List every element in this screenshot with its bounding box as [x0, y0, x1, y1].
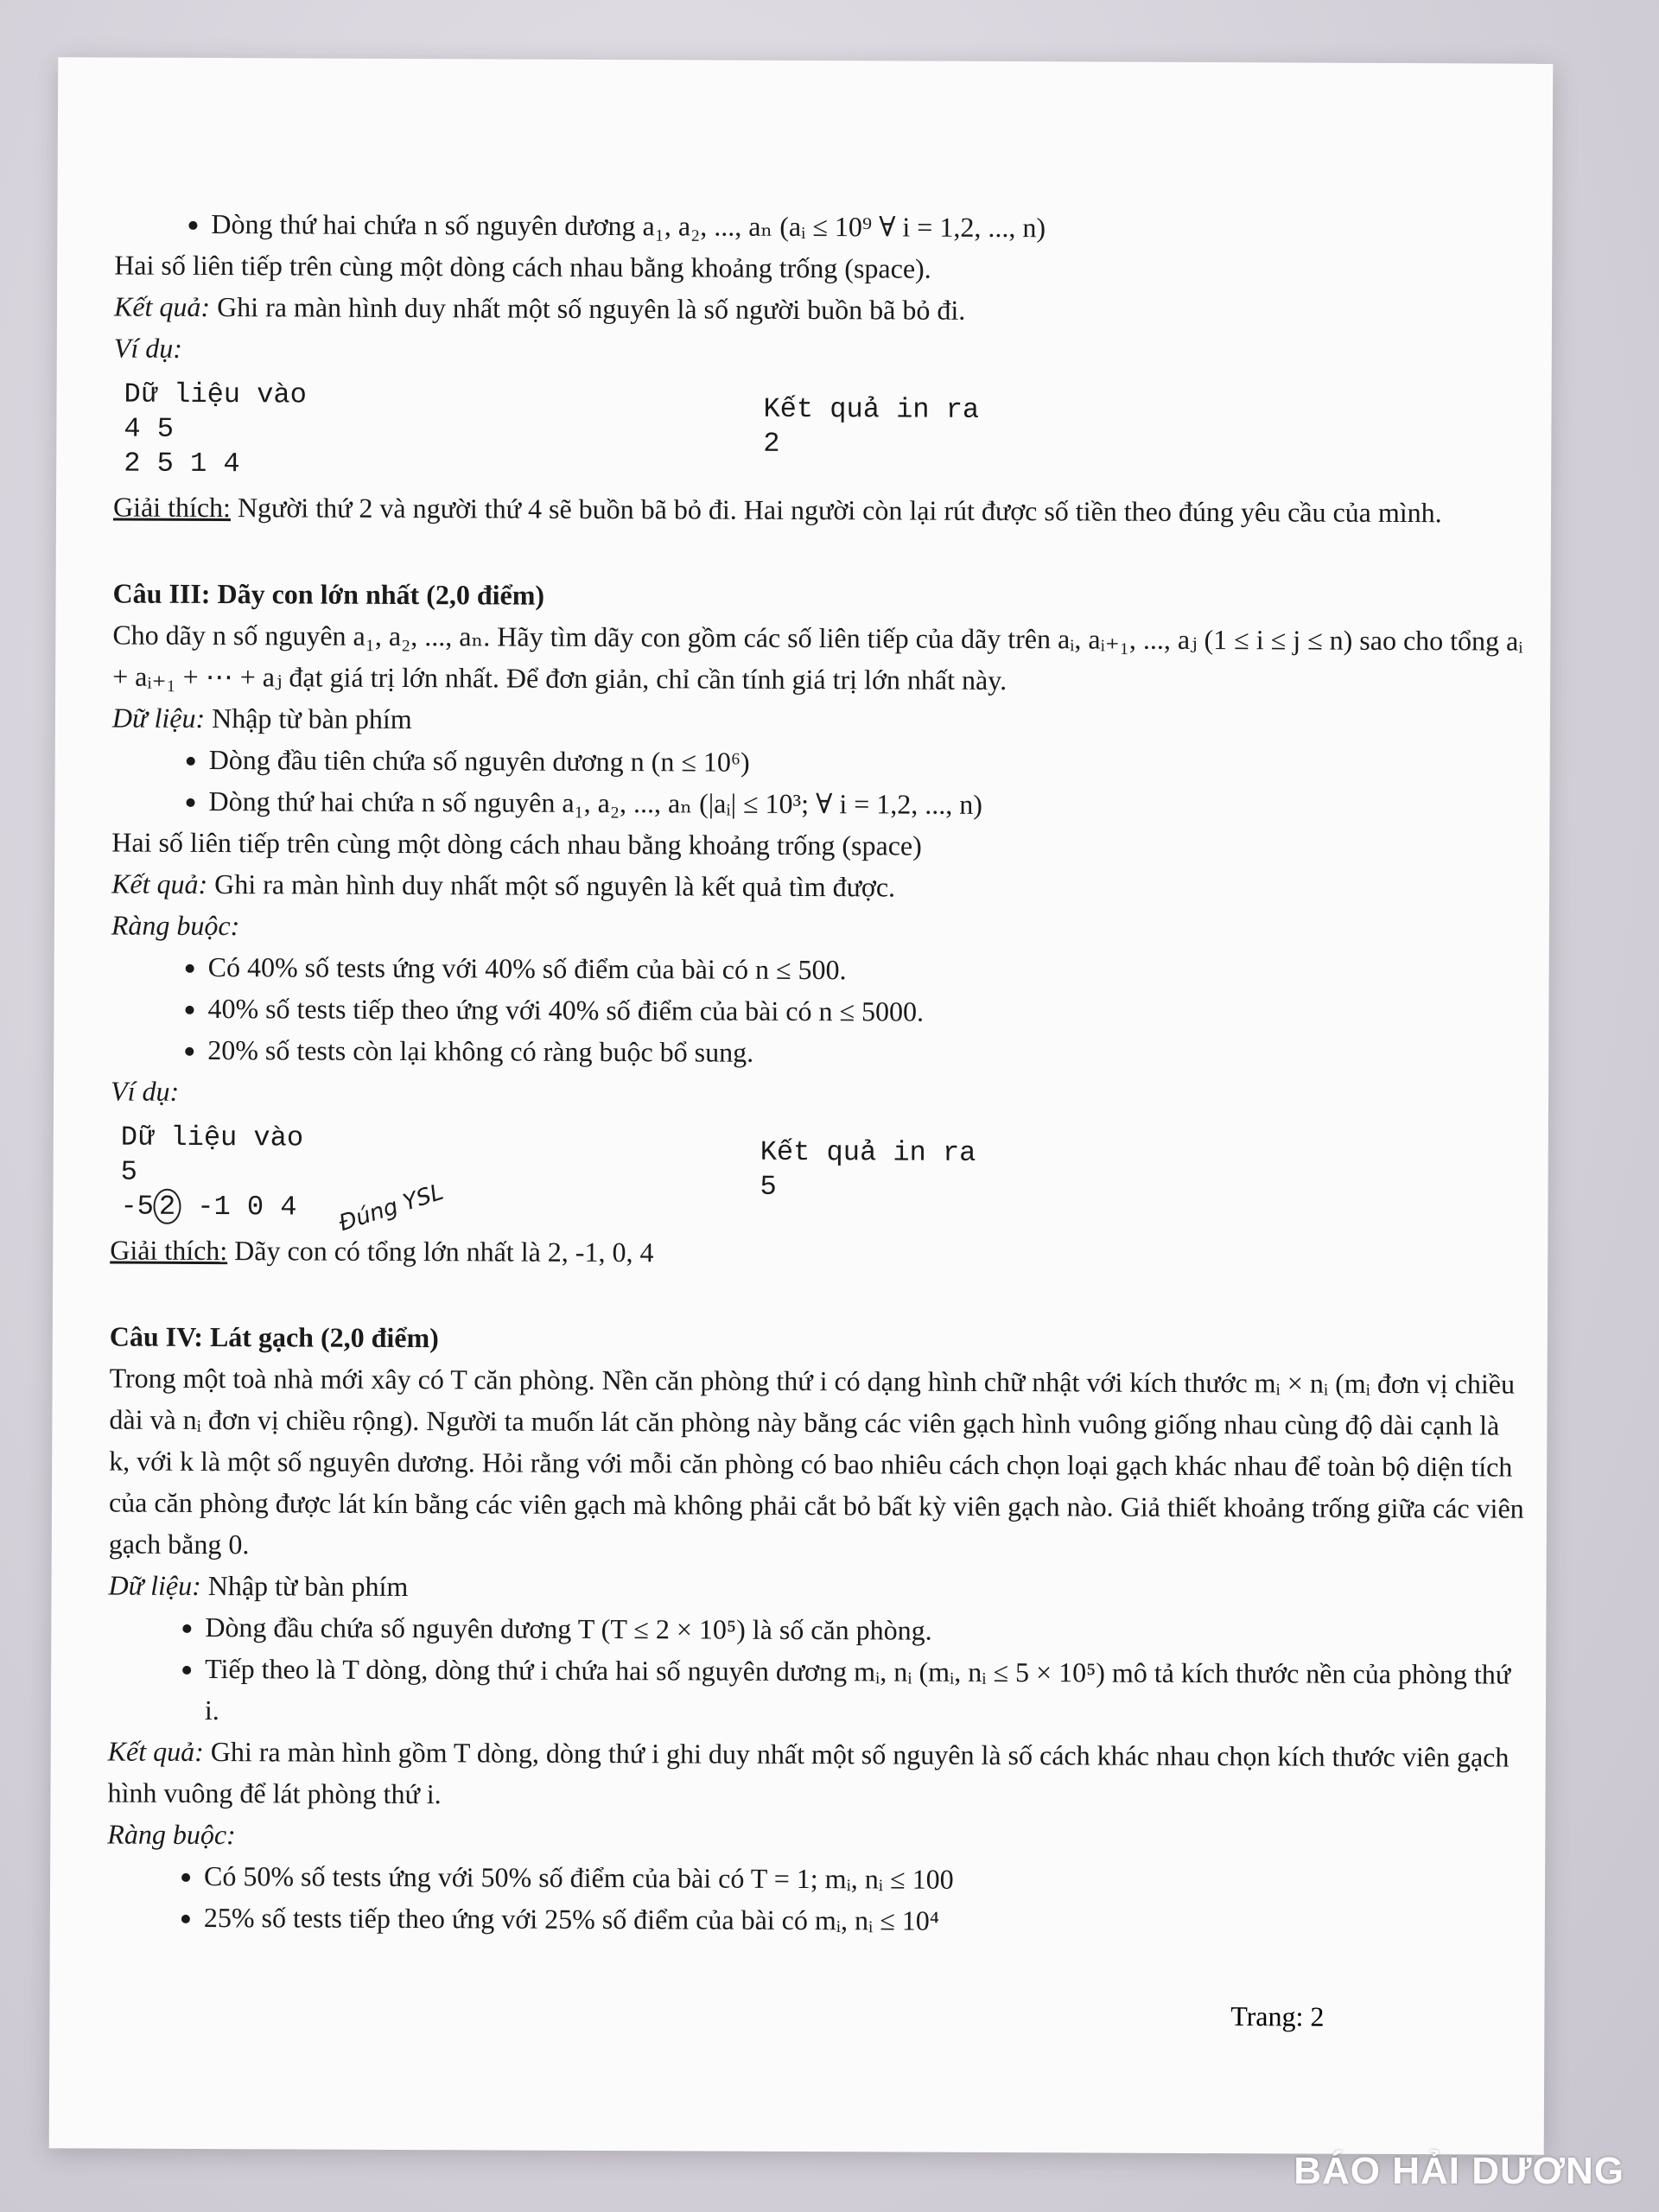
sec2-example-label: Ví dụ: — [113, 332, 182, 364]
sec2-explain — [113, 486, 1530, 534]
sec2-example-input — [124, 378, 764, 484]
sec3-example-input — [120, 1121, 760, 1237]
sec3-example — [120, 1121, 1528, 1237]
sec2-result-text: Ghi ra màn hình duy nhất một số nguyên là số người buồn bã bỏ đi. — [217, 291, 966, 326]
sec4-constraint-list — [107, 1855, 1524, 1944]
sec3-separator: Hai số liên tiếp trên cùng một dòng cách nhau bằng khoảng trống (space) — [111, 826, 922, 861]
sec3-bullet2: • Dòng thứ hai chứa n số nguyên a₁, a₂, ..., aₙ (|aᵢ| ≤ 10³; ∀ i = 1,2, ..., n) — [208, 780, 1529, 828]
exam-page — [49, 57, 1554, 2155]
sec2-input-header: Dữ liệu vào — [124, 378, 307, 411]
sec3-constraint-list — [111, 946, 1529, 1077]
sec2-bullet-line2: • Dòng thứ hai chứa n số nguyên dương a₁, a₂, ..., aₙ (aᵢ ≤ 10⁹ ∀ i = 1,2, ..., n) — [211, 203, 1531, 251]
sec3-example-label: Ví dụ: — [110, 1075, 180, 1107]
sec2-example-output — [763, 380, 979, 485]
sec3-explain — [110, 1230, 1527, 1277]
watermark-logo: BÁO HẢI DƯƠNG — [1294, 2150, 1624, 2192]
sec2-output-line1: 2 — [763, 427, 780, 460]
page-number: Trang: 2 — [1230, 2000, 1325, 2032]
sec4-data — [108, 1565, 1525, 1612]
sec2-input-line2: 2 5 1 4 — [124, 447, 240, 480]
handwritten-note: Đúng YSL — [336, 1179, 448, 1237]
sec3-input-list — [111, 739, 1529, 828]
sec3-constraint-label: Ràng buộc: — [111, 909, 240, 942]
sec2-result — [114, 286, 1531, 334]
sec4-result-label: Kết quả: — [107, 1735, 204, 1767]
sec3-data-label: Dữ liệu: — [111, 702, 206, 734]
sec2-result-label: Kết quả: — [113, 290, 211, 323]
sec2-explain-label: Giải thích: — [112, 491, 232, 524]
sec3-input-line2 — [120, 1179, 760, 1237]
sec2-explain-text: Người thứ 2 và người thứ 4 sẽ buồn bã bỏ đi. Hai người còn lại rút được số tiền theo đúng yêu cầu của mình. — [237, 492, 1442, 529]
sec2-input-line1: 4 5 — [124, 412, 175, 445]
sec3-example-output — [760, 1123, 976, 1228]
sec3-constraint-1: • Có 40% số tests ứng với 40% số điểm của bài có n ≤ 500. — [208, 946, 1529, 994]
sec3-constraint-2: • 40% số tests tiếp theo ứng với 40% số điểm của bài có n ≤ 5000. — [207, 988, 1528, 1035]
sec4-intro: Trong một toà nhà mới xây có T căn phòng. Nền căn phòng thứ i có dạng hình chữ nhật với kích thước mᵢ × nᵢ (mᵢ đơn vị chiều dài và nᵢ đơn vị chiều rộng). Người ta muốn lát căn phòng này bằng các viên gạch hình vuông giống nhau cùng độ dài cạnh là k, với k là một số nguyên dương. Hỏi rằng với mỗi căn phòng có bao nhiêu cách chọn loại gạch khác nhau để toàn bộ diện tích của căn phòng được lát kín bằng các viên gạch mà không phải cắt bỏ bất kỳ viên gạch nào. Giả thiết khoảng trống giữa các viên gạch bằng 0. — [108, 1362, 1524, 1560]
sec4-bullet2: • Tiếp theo là T dòng, dòng thứ i chứa hai số nguyên dương mᵢ, nᵢ (mᵢ, nᵢ ≤ 5 × 10⁵) mô tả kích thước nền của phòng thứ i. — [205, 1648, 1525, 1737]
sec4-input-list — [108, 1606, 1526, 1737]
sec3-output-header: Kết quả in ra — [760, 1135, 976, 1169]
sec4-result-text: Ghi ra màn hình gồm T dòng, dòng thứ i ghi duy nhất một số nguyên là số cách khác nhau chọn kích thước viên gạch hình vuông để lát phòng thứ i. — [107, 1736, 1510, 1810]
sec3-data — [112, 697, 1529, 745]
sec3-bullet1: • Dòng đầu tiên chứa số nguyên dương n (n ≤ 10⁶) — [209, 739, 1529, 786]
sec3-explain-text: Dãy con có tổng lớn nhất là 2, -1, 0, 4 — [234, 1235, 654, 1268]
sec3-data-text: Nhập từ bàn phím — [212, 702, 412, 735]
sec4-constraint-2: • 25% số tests tiếp theo ứng với 25% số điểm của bài có mᵢ, nᵢ ≤ 10⁴ — [204, 1897, 1524, 1944]
sec4-constraint-label: Ràng buộc: — [107, 1818, 236, 1851]
sec4-constraint-1: • Có 50% số tests ứng với 50% số điểm của bài có T = 1; mᵢ, nᵢ ≤ 100 — [204, 1855, 1524, 1903]
sec3-input-a: -5 — [120, 1190, 154, 1223]
sec4-bullet1: • Dòng đầu chứa số nguyên dương T (T ≤ 2 × 10⁵) là số căn phòng. — [205, 1606, 1525, 1654]
sec2-separator: Hai số liên tiếp trên cùng một dòng cách nhau bằng khoảng trống (space). — [114, 249, 931, 284]
sec3-intro: Cho dãy n số nguyên a₁, a₂, ..., aₙ. Hãy tìm dãy con gồm các số liên tiếp của dãy trên aᵢ, aᵢ₊₁, ..., aⱼ (1 ≤ i ≤ j ≤ n) sao cho tổng aᵢ + aᵢ₊₁ + ⋯ + aⱼ đạt giá trị lớn nhất. Để đơn giản, chỉ cần tính giá trị lớn nhất này. — [112, 619, 1523, 696]
sec4-result — [107, 1731, 1524, 1820]
sec4-data-label: Dữ liệu: — [108, 1569, 201, 1601]
sec3-result — [111, 863, 1529, 911]
sec3-input-header: Dữ liệu vào — [120, 1121, 304, 1154]
page-content — [107, 203, 1532, 1944]
sec3-input-line1: 5 — [120, 1155, 137, 1188]
sec3-explain-label: Giải thích: — [110, 1234, 228, 1267]
sec2-example — [124, 378, 1531, 487]
sec2-input-list — [114, 203, 1531, 251]
sec3-result-label: Kết quả: — [111, 868, 208, 900]
sec3-result-text: Ghi ra màn hình duy nhất một số nguyên là kết quả tìm được. — [214, 868, 896, 903]
sec3-constraint-3: • 20% số tests còn lại không có ràng buộc bổ sung. — [207, 1029, 1528, 1077]
sec3-title: Câu III: Dãy con lớn nhất (2,0 điểm) — [112, 577, 545, 611]
sec3-input-circled: 2 — [154, 1189, 181, 1224]
sec4-title: Câu IV: Lát gạch (2,0 điểm) — [109, 1320, 439, 1354]
sec3-output-line1: 5 — [760, 1170, 777, 1203]
sec4-data-text: Nhập từ bàn phím — [207, 1570, 409, 1603]
sec3-input-c: -1 0 4 — [197, 1190, 297, 1224]
sec2-output-header: Kết quả in ra — [763, 392, 980, 426]
